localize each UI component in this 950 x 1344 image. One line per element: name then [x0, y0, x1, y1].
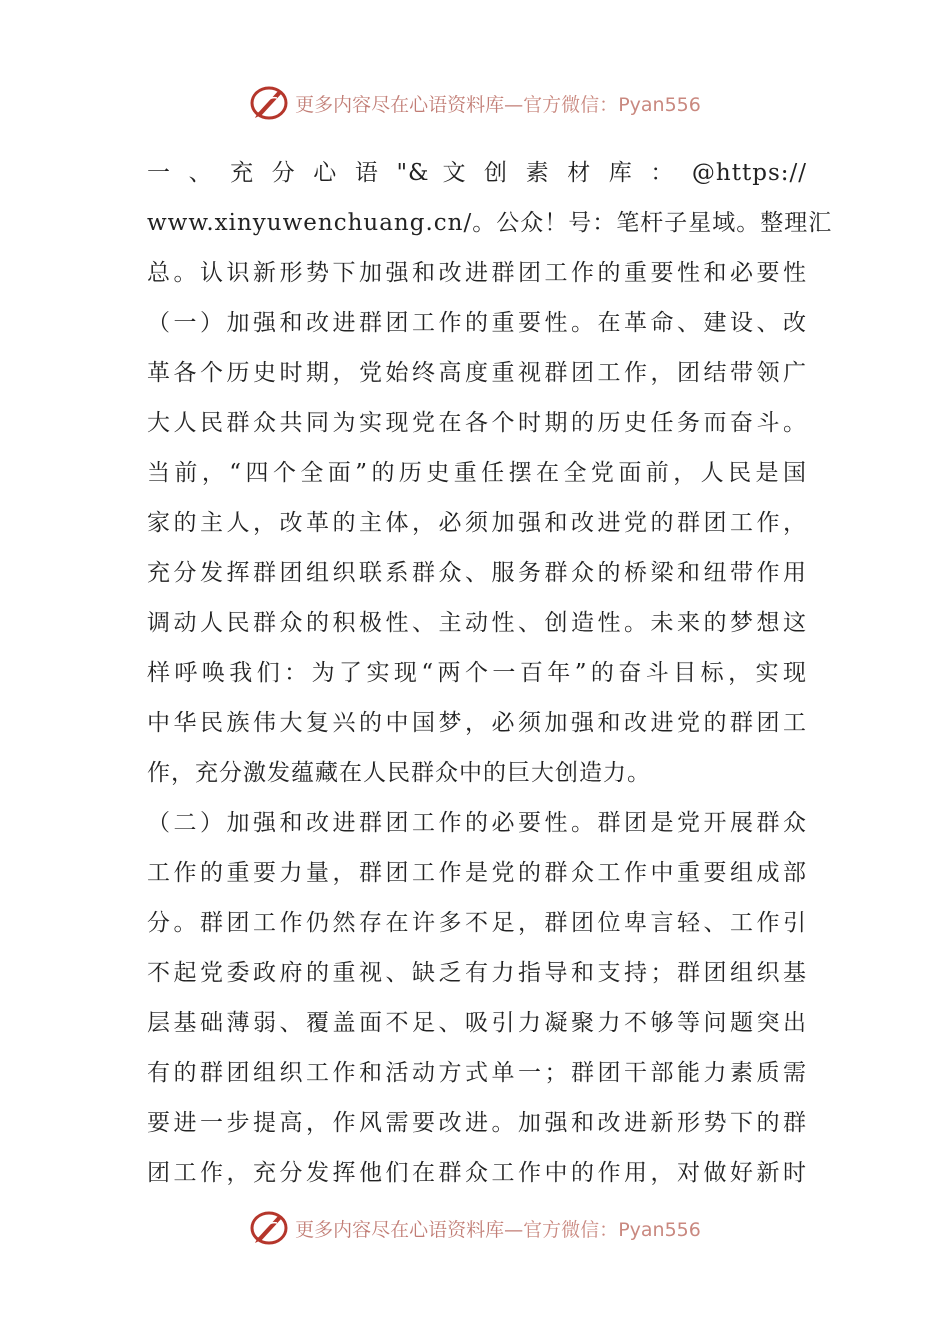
banner-text: 更多内容尽在心语资料库—官方微信：Pyan556 — [295, 1218, 701, 1241]
text-line: 革各个历史时期，党始终高度重视群团工作，团结带领广 — [147, 360, 807, 386]
text-line: （一）加强和改进群团工作的重要性。在革命、建设、改 — [147, 310, 807, 336]
text-line: 一 、 充 分 心 语 "& 文 创 素 材 库 ： @https:// — [147, 160, 807, 186]
pen-logo-icon — [249, 84, 289, 122]
text-line: 层基础薄弱、覆盖面不足、吸引力凝聚力不够等问题突出 — [147, 1010, 807, 1036]
text-line: 样呼唤我们：为了实现“两个一百年”的奋斗目标，实现 — [147, 660, 807, 686]
text-line: 充分发挥群团组织联系群众、服务群众的桥梁和纽带作用 — [147, 560, 807, 586]
text-line: 当前，“四个全面”的历史重任摆在全党面前，人民是国 — [147, 460, 807, 486]
text-line: 工作的重要力量，群团工作是党的群众工作中重要组成部 — [147, 860, 807, 886]
text-line: 有的群团组织工作和活动方式单一；群团干部能力素质需 — [147, 1060, 807, 1086]
footer-watermark-banner — [0, 1208, 950, 1248]
text-line: 总。认识新形势下加强和改进群团工作的重要性和必要性 — [147, 260, 807, 286]
text-line: 团工作，充分发挥他们在群众工作中的作用，对做好新时 — [147, 1160, 807, 1186]
text-line: 调动人民群众的积极性、主动性、创造性。未来的梦想这 — [147, 610, 807, 636]
pen-logo-icon — [249, 1209, 289, 1247]
document-body — [147, 148, 833, 1198]
text-line: www.xinyuwenchuang.cn/。公众！号：笔杆子星域。整理汇 — [147, 210, 833, 236]
text-line: 中华民族伟大复兴的中国梦，必须加强和改进党的群团工 — [147, 710, 807, 736]
text-line: 作，充分激发蕴藏在人民群众中的巨大创造力。 — [147, 760, 651, 786]
banner-text: 更多内容尽在心语资料库—官方微信：Pyan556 — [295, 93, 701, 116]
header-watermark-banner — [0, 83, 950, 123]
text-line: （二）加强和改进群团工作的必要性。群团是党开展群众 — [147, 810, 807, 836]
text-line: 大人民群众共同为实现党在各个时期的历史任务而奋斗。 — [147, 410, 807, 436]
text-line: 分。群团工作仍然存在许多不足，群团位卑言轻、工作引 — [147, 910, 807, 936]
text-line: 不起党委政府的重视、缺乏有力指导和支持；群团组织基 — [147, 960, 807, 986]
text-line: 家的主人，改革的主体，必须加强和改进党的群团工作， — [147, 510, 807, 536]
text-line: 要进一步提高，作风需要改进。加强和改进新形势下的群 — [147, 1110, 807, 1136]
